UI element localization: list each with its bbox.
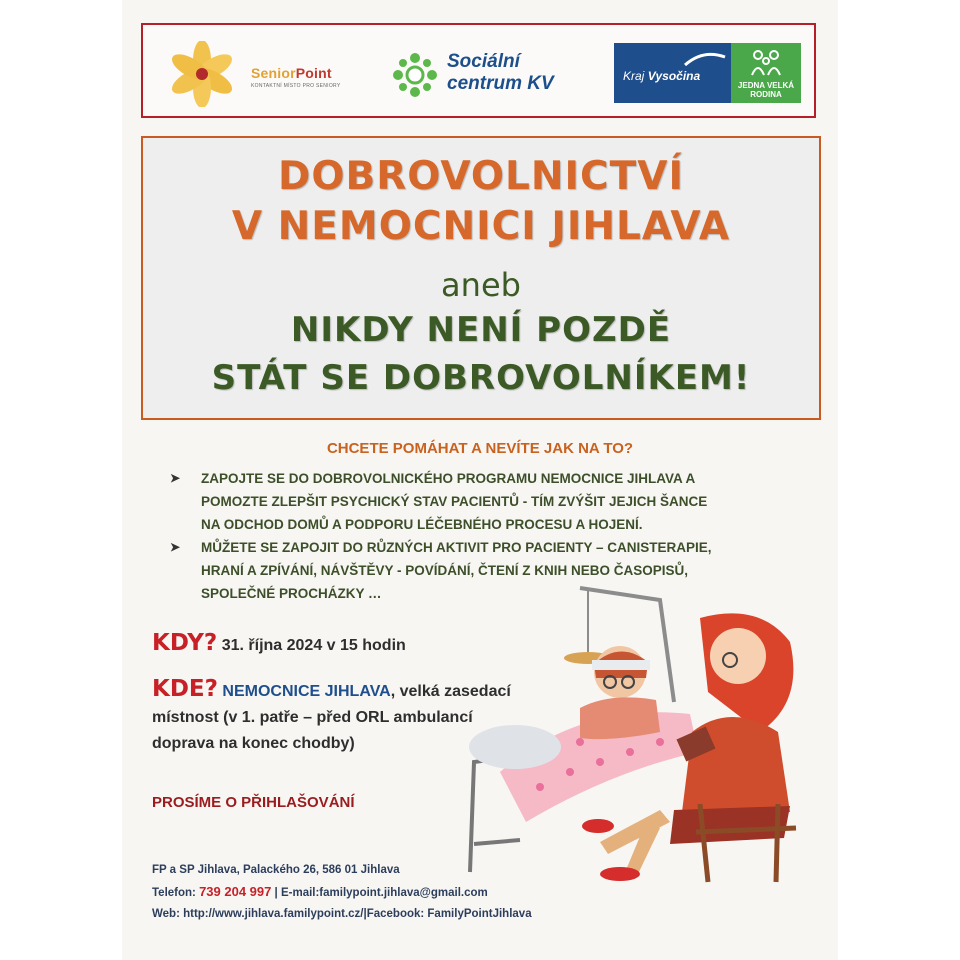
contact-web: Web: http://www.jihlava.familypoint.cz/|Facebook: FamilyPointJihlava: [152, 908, 532, 920]
senior-point-flower-icon: [165, 41, 239, 107]
when-label: KDY?: [152, 630, 218, 656]
senior-point-subtitle: KONTAKTNÍ MÍSTO PRO SENIORY: [251, 83, 341, 89]
contact-phone: 739 204 997: [199, 884, 272, 899]
headline-line-1: DOBROVOLNICTVÍ: [278, 154, 684, 199]
contact-address: FP a SP Jihlava, Palackého 26, 586 01 Jihlava: [152, 864, 400, 876]
socialni-centrum-logo-text: Sociální centrum KV: [447, 51, 554, 94]
bullet-item: ➤ MŮŽETE SE ZAPOJIT DO RŮZNÝCH AKTIVIT PRO PACIENTY – CANISTERAPIE, HRANÍ A ZPÍVÁNÍ, NÁVŠTĚVY - POVÍDÁNÍ, ČTENÍ Z KNIH NEBO ČASOPISŮ, SPOLEČNÉ PROCHÁZKY …: [170, 536, 810, 605]
event-date: [152, 630, 406, 656]
bullet-item: ➤ ZAPOJTE SE DO DOBROVOLNICKÉHO PROGRAMU NEMOCNICE JIHLAVA A POMOZTE ZLEPŠIT PSYCHICKÝ STAV PACIENTŮ - TÍM ZVÝŠIT JEJICH ŠANCE NA ODCHOD DOMŮ A PODPORU LÉČEBNÉHO PROCESU A HOJENÍ.: [170, 467, 810, 536]
when-value: 31. října 2024 v 15 hodin: [221, 637, 406, 654]
family-icon: [749, 47, 783, 79]
vysocina-swoosh-icon: [683, 51, 727, 67]
contact-phone-email: Telefon: 739 204 997 | E-mail:familypoint.jihlava@gmail.com: [152, 884, 488, 899]
where-place: NEMOCNICE JIHLAVA: [222, 683, 391, 700]
kraj-vysocina-text: Kraj Vysočina: [623, 69, 701, 83]
event-location: KDE? NEMOCNICE JIHLAVA, velká zasedací místnost (v 1. patře – před ORL ambulancí doprava na konec chodby): [152, 676, 582, 757]
where-line-3: doprava na konec chodby): [152, 735, 355, 752]
where-label: KDE?: [152, 676, 218, 702]
question-heading: CHCETE POMÁHAT A NEVÍTE JAK NA TO?: [326, 440, 634, 457]
where-line-2: místnost (v 1. patře – před ORL ambulancí: [152, 709, 473, 726]
headline-connector: aneb: [441, 266, 521, 304]
contact-email: | E-mail:familypoint.jihlava@gmail.com: [271, 887, 488, 899]
arrow-bullet-icon: ➤: [170, 471, 181, 485]
headline-box: [141, 136, 821, 420]
contact-info: [152, 860, 532, 925]
jedna-velka-rodina-text: JEDNA VELKÁ RODINA: [737, 81, 795, 99]
headline-line-4: STÁT SE DOBROVOLNÍKEM!: [211, 358, 751, 398]
headline-line-3: NIKDY NENÍ POZDĚ: [290, 310, 672, 350]
registration-note: PROSÍME O PŘIHLAŠOVÁNÍ: [152, 794, 355, 811]
socialni-centrum-logo-icon: [391, 51, 439, 99]
headline-line-2: V NEMOCNICI JIHLAVA: [231, 204, 731, 249]
logo-bar: [141, 23, 816, 118]
arrow-bullet-icon: ➤: [170, 540, 181, 554]
senior-point-logo-text: SeniorPoint: [251, 65, 332, 81]
